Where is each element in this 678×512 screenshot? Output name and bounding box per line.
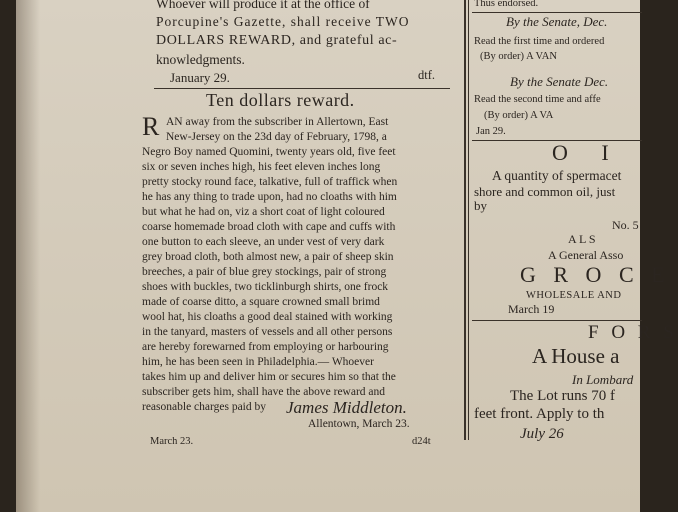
ad-body-line: grey broad cloth, both almost new, a pair of sheep skin [142, 251, 394, 263]
right-heading: A House a [532, 344, 620, 368]
ad-body-line: are hereby forewarned from employing or harbouring [142, 341, 389, 353]
drop-cap: R [142, 112, 160, 141]
ad-body-line: subscriber gets him, shall have the above reward and [142, 386, 386, 398]
right-line: A General Asso [548, 248, 624, 262]
right-line: WHOLESALE AND [526, 290, 622, 301]
ad-body-line: Negro Boy named Quomini, twenty years old, five feet [142, 146, 396, 158]
footer-code: d24t [412, 436, 431, 447]
right-line: Read the second time and affe [474, 94, 601, 105]
ad-body-line: New-Jersey on the 23d day of February, 1798, a [166, 131, 387, 143]
right-line: By the Senate Dec. [510, 74, 609, 89]
ad-body-line: him, he has been seen in Philadelphia.— Whoever [142, 356, 374, 368]
ad-body-line: AN away from the subscriber in Allertown, East [166, 116, 389, 128]
ad-body-line: shoes with buckles, two ticklinburgh shirts, one frock [142, 281, 389, 293]
ad-body-line: takes him up and deliver him or secures him so that the [142, 371, 396, 383]
ad-body-line: but what he had on, viz a short coat of light coloured [142, 206, 385, 218]
notice-date: January 29. [170, 70, 230, 85]
ad-body-line: six or seven inches high, his feet eleven inches long [142, 161, 381, 173]
right-line: In Lombard [572, 372, 634, 387]
ad-body-line: wool hat, his cloaths a good deal stained with working [142, 311, 393, 323]
right-line: feet front. Apply to th [474, 406, 605, 422]
ad-body-line: coarse homemade broad cloth with cape and cuffs with [142, 221, 396, 233]
divider-rule [154, 88, 450, 89]
right-line: A L S [568, 232, 596, 246]
ad-body-line: reasonable charges paid by [142, 401, 267, 413]
ad-title: Ten dollars reward. [206, 90, 355, 110]
right-line: By the Senate, Dec. [506, 14, 608, 29]
signature: James Middleton. [286, 398, 407, 417]
right-line: July 26 [520, 426, 564, 442]
ad-body-line: made of coarse ditto, a square crowned small brimd [142, 296, 380, 308]
right-line: Read the first time and ordered [474, 36, 605, 47]
right-line: March 19 [508, 302, 555, 316]
ad-body-line: one button to each sleeve, an under vest of very dark [142, 236, 385, 248]
right-line: No. 5 [612, 218, 639, 232]
top-notice-line: Whoever will produce it at the office of [156, 0, 370, 11]
ad-body-line: in the tanyard, masters of vessels and all other persons [142, 326, 393, 338]
notice-code: dtf. [418, 68, 436, 82]
right-line: by [474, 198, 487, 213]
right-heading: O I [552, 140, 623, 165]
divider-rule [472, 12, 642, 13]
right-line: A quantity of spermacet [492, 168, 622, 183]
top-notice-line: knowledgments. [156, 52, 245, 67]
footer-date: March 23. [150, 436, 194, 447]
right-line: (By order) A VA [484, 110, 554, 121]
top-notice-line: Porcupine's Gazette, shall receive TWO [156, 14, 410, 29]
right-line: (By order) A VAN [480, 51, 557, 62]
right-line: shore and common oil, just [474, 184, 616, 199]
right-line: Jan 29. [476, 126, 506, 137]
right-heading: G R O C E [520, 262, 671, 287]
ad-body-line: he has any thing to trade upon, had no cloaths with him [142, 191, 397, 203]
column-rule [464, 0, 466, 440]
right-heading: F O R S [588, 322, 678, 343]
newspaper-page [16, 0, 678, 512]
right-line: The Lot runs 70 f [510, 388, 615, 404]
ad-body-line: pretty stocky round face, talkative, full of traffick when [142, 176, 398, 188]
ad-body-line: breeches, a pair of blue grey stockings, pair of strong [142, 266, 387, 278]
sign-place: Allentown, March 23. [308, 418, 410, 430]
top-notice-line: DOLLARS REWARD, and grateful ac- [156, 33, 398, 48]
column-rule [468, 0, 469, 440]
divider-rule [472, 320, 642, 321]
right-line: Thus endorsed. [474, 0, 539, 9]
